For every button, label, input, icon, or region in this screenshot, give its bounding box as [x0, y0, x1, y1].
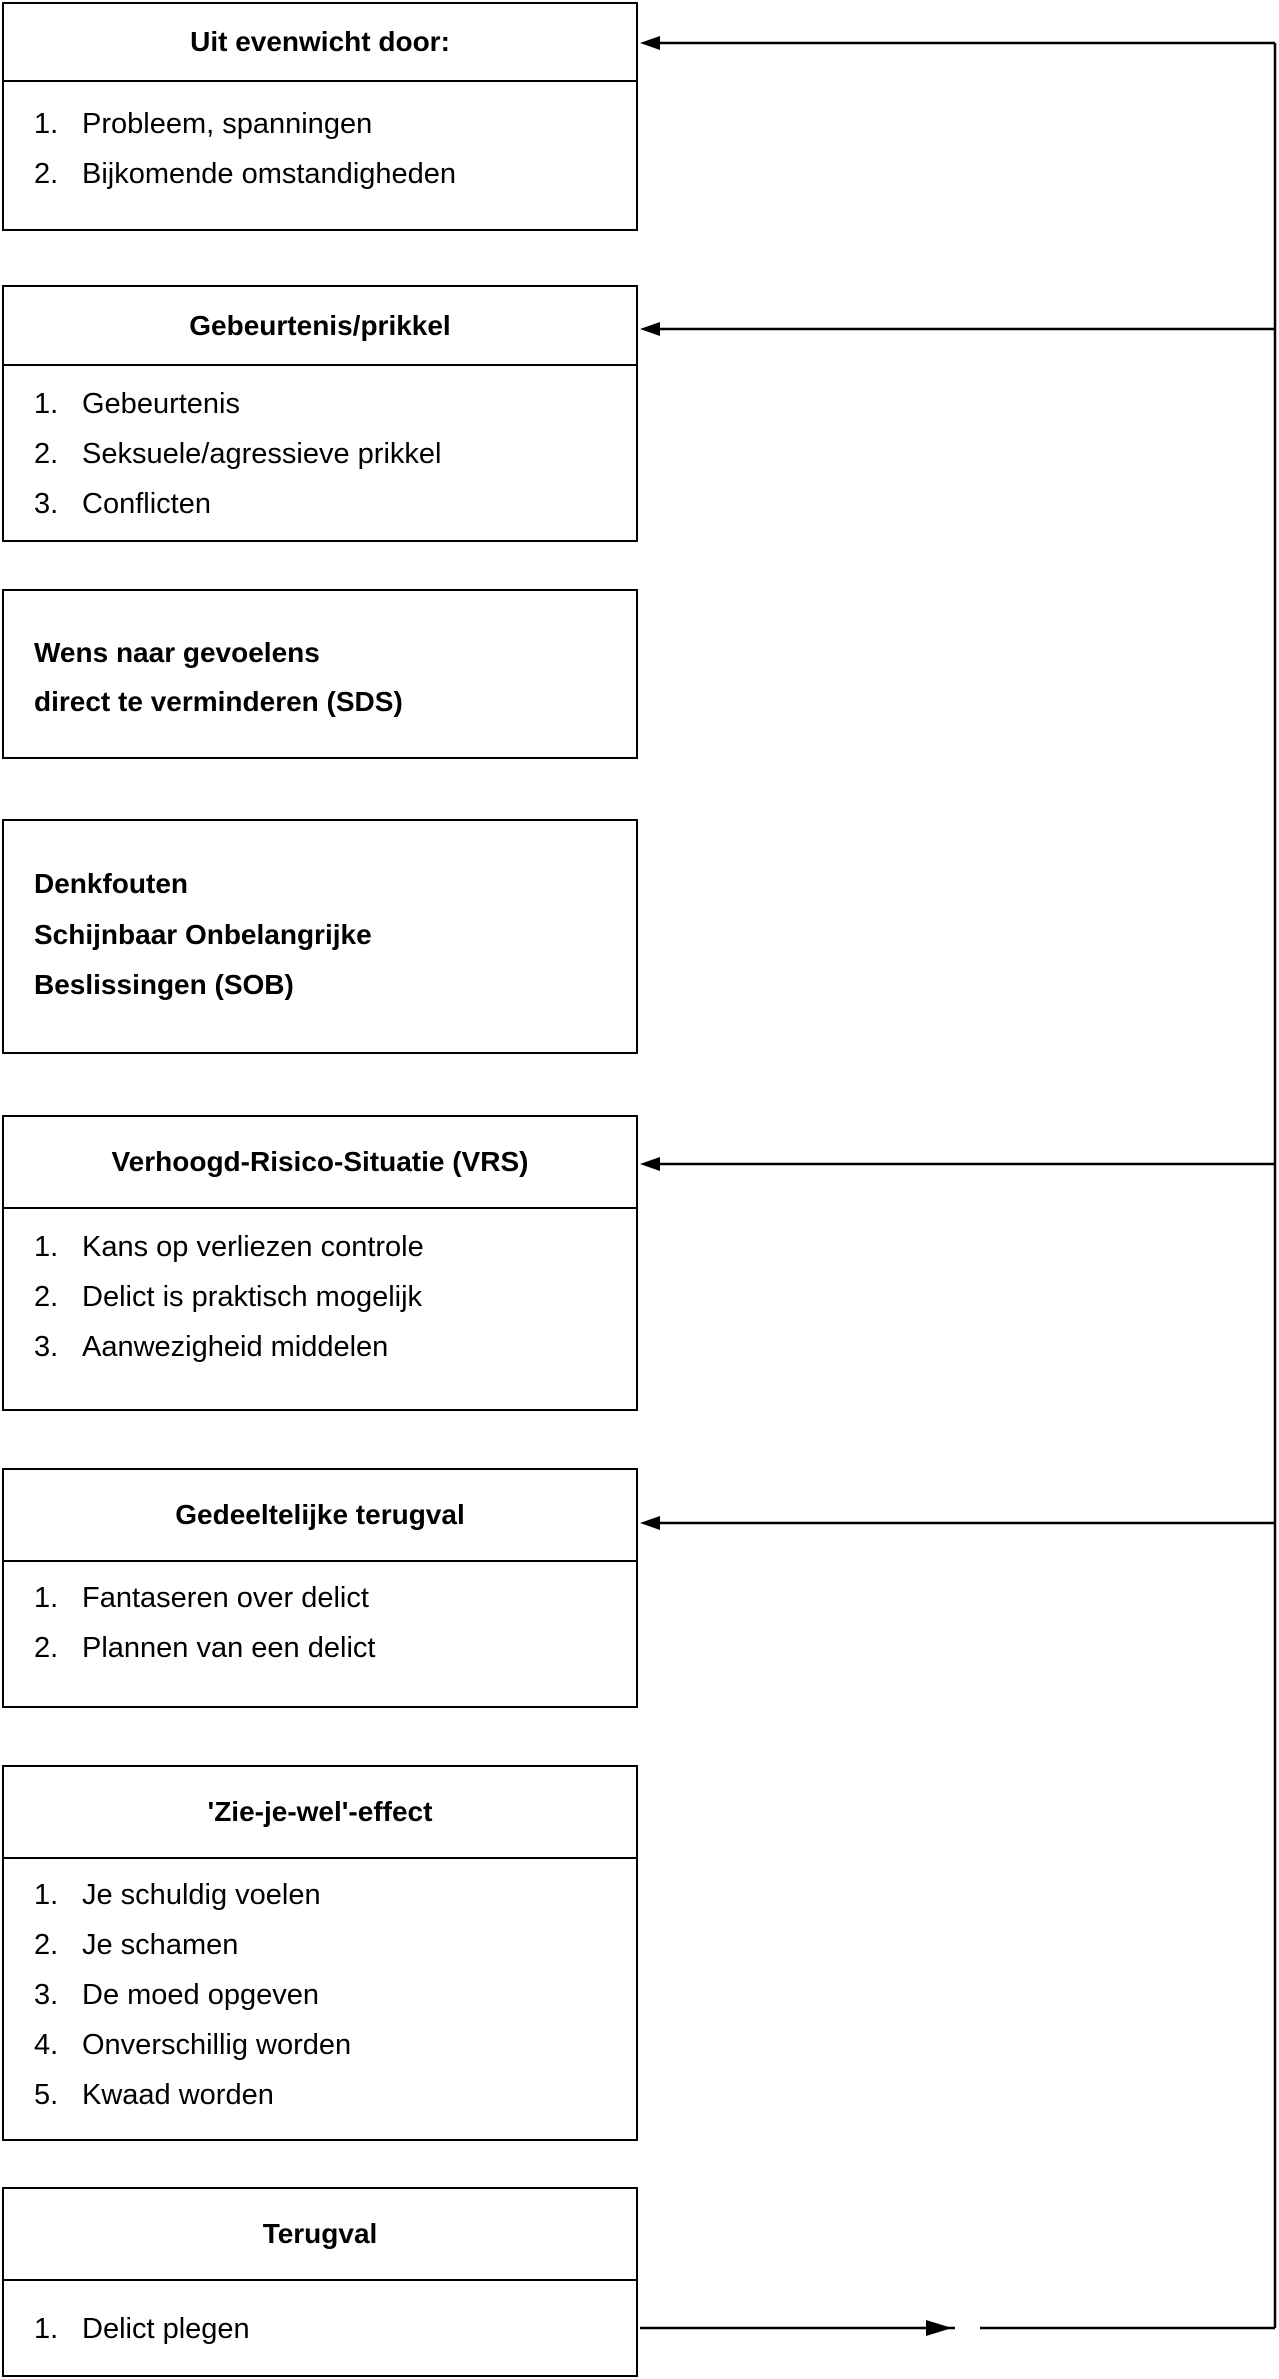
- box-vrs: [2, 1115, 638, 1411]
- box-title: Gebeurtenis/prikkel: [4, 287, 636, 366]
- list-item: 3. Conflicten: [34, 488, 211, 520]
- arrowhead-5: [640, 1157, 660, 1171]
- list-item: 1. Probleem, spanningen: [34, 108, 373, 140]
- box-line: Wens naar gevoelens: [34, 637, 320, 668]
- list-item: 3. Aanwezigheid middelen: [34, 1331, 389, 1363]
- box-line: Beslissingen (SOB): [34, 969, 294, 1000]
- list-item: 2. Plannen van een delict: [34, 1632, 376, 1664]
- box-line: Denkfouten: [34, 868, 188, 899]
- box-gebeurtenis: [2, 285, 638, 542]
- list-item: 2. Je schamen: [34, 1929, 239, 1961]
- list-item: 1. Fantaseren over delict: [34, 1582, 369, 1614]
- box-uit-evenwicht: [2, 2, 638, 231]
- box-title: Gedeeltelijke terugval: [4, 1470, 636, 1562]
- list-item: 5. Kwaad worden: [34, 2079, 274, 2111]
- arrowhead-2: [640, 322, 660, 336]
- list-item: 1. Je schuldig voelen: [34, 1879, 321, 1911]
- box-zie-je-wel: [2, 1765, 638, 2141]
- box-title: 'Zie-je-wel'-effect: [4, 1767, 636, 1859]
- list-item: 1. Gebeurtenis: [34, 388, 240, 420]
- arrowhead-6: [640, 1516, 660, 1530]
- box-gedeeltelijke-terugval: [2, 1468, 638, 1708]
- list-item: 2. Bijkomende omstandigheden: [34, 158, 457, 190]
- list-item: 1. Delict plegen: [34, 2313, 250, 2345]
- list-item: 4. Onverschillig worden: [34, 2029, 352, 2061]
- list-item: 2. Delict is praktisch mogelijk: [34, 1281, 423, 1313]
- box-title: Verhoogd-Risico-Situatie (VRS): [4, 1117, 636, 1209]
- direction-arrowhead: [926, 2320, 952, 2336]
- box-line: direct te verminderen (SDS): [34, 686, 403, 717]
- box-terugval: [2, 2187, 638, 2377]
- box-sds: [2, 589, 638, 759]
- box-title: Uit evenwicht door:: [4, 4, 636, 82]
- list-item: 1. Kans op verliezen controle: [34, 1231, 424, 1263]
- box-sob: [2, 819, 638, 1054]
- arrowhead-1: [640, 36, 660, 50]
- list-item: 3. De moed opgeven: [34, 1979, 319, 2011]
- list-item: 2. Seksuele/agressieve prikkel: [34, 438, 442, 470]
- box-line: Schijnbaar Onbelangrijke: [34, 919, 372, 950]
- box-title: Terugval: [4, 2189, 636, 2281]
